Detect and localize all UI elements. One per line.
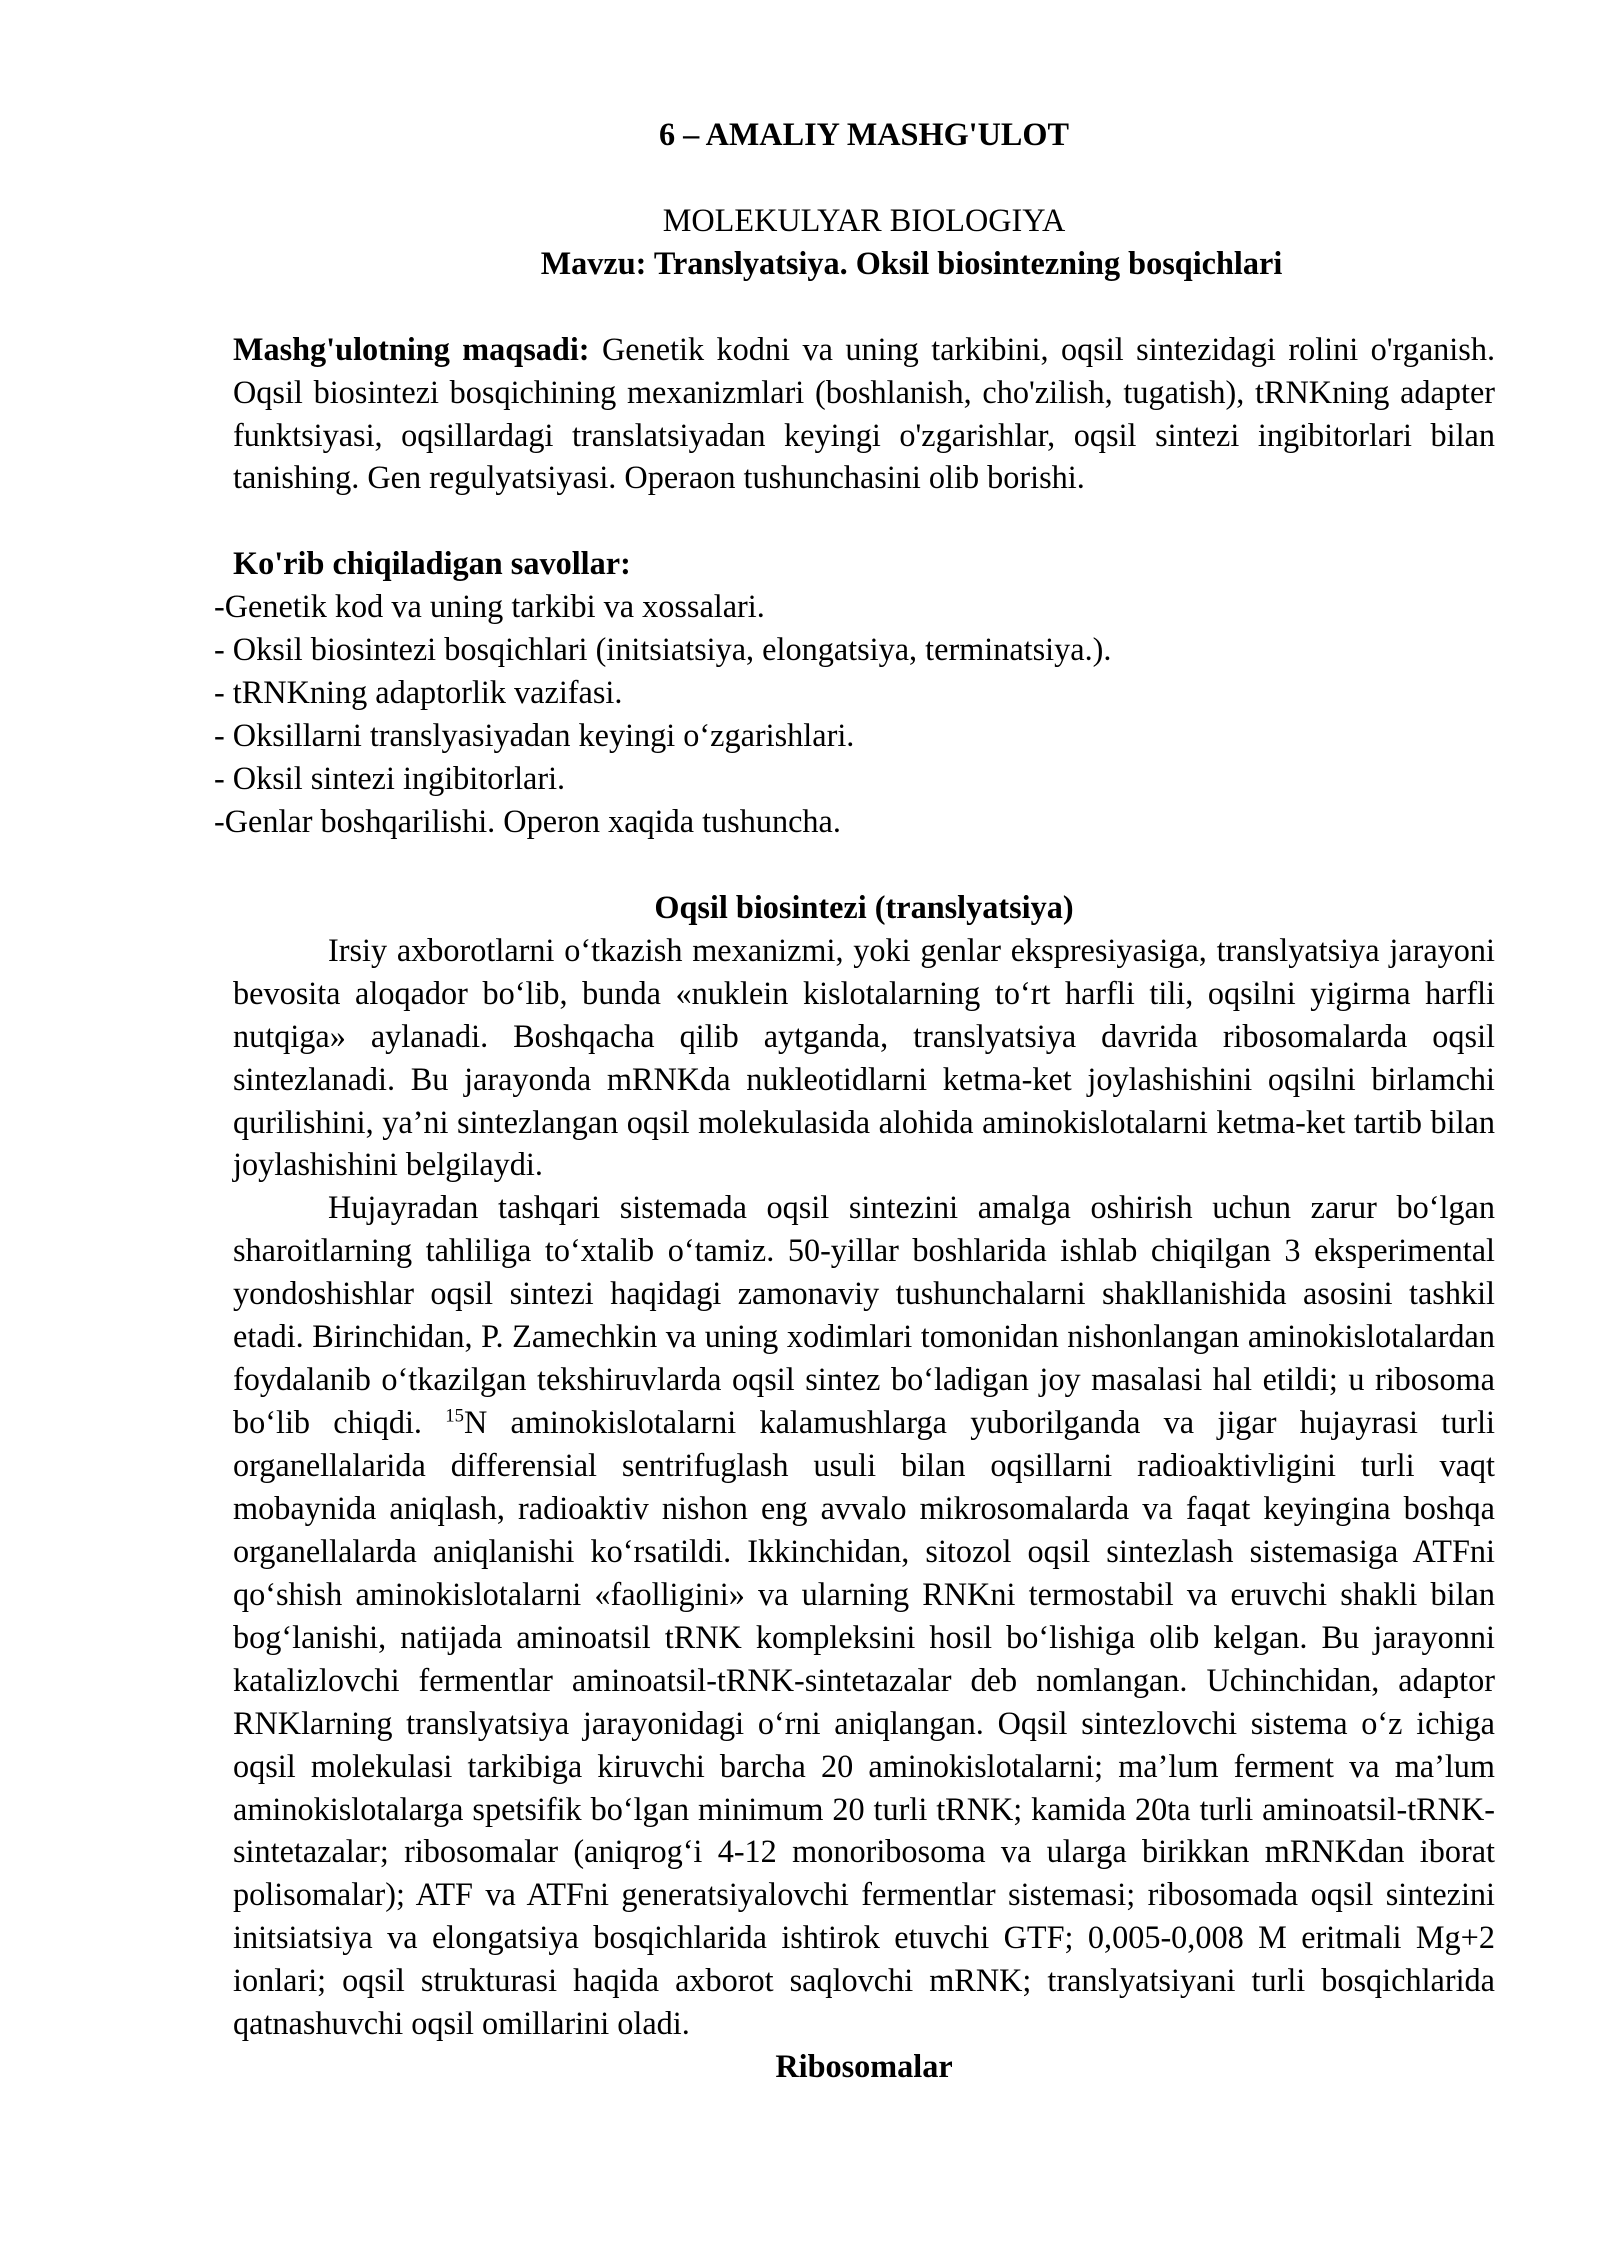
spacer — [233, 285, 1495, 328]
objective-paragraph — [233, 328, 1495, 500]
paragraph-text: Hujayradan tashqari sistemada oqsil sintezini amalga oshirish uchun zarur bo‘lgan sharoitlarning tahliliga to‘xtalib o‘tamiz. 50-yillar boshlarida ishlab chiqilgan 3 eksperimental yondoshishlar oqsil sintezi haqidagi zamonaviy tushunchalarni shakllanishida asosini tashkil etadi. Birinchidan, P. Zamechkin va uning xodimlari tomonidan nishonlangan aminokislotalardan foydalanib o‘tkazilgan tekshiruvlarda oqsil sintez bo‘ladigan joy masalasi hal etildi; u ribosoma bo‘lib chiqdi. — [233, 1189, 1495, 1441]
list-item: -Genlar boshqarilishi. Operon xaqida tushuncha. — [214, 802, 841, 839]
list-item: - tRNKning adaptorlik vazifasi. — [214, 674, 623, 711]
page-content — [214, 113, 1496, 2088]
list-item: -Genetik kod va uning tarkibi va xossalari. — [214, 588, 765, 625]
isotope-superscript: 15 — [445, 1405, 464, 1427]
subject-heading: MOLEKULYAR BIOLOGIYA — [662, 201, 1066, 238]
spacer — [233, 843, 1495, 886]
spacer — [233, 499, 1495, 542]
body-paragraph — [233, 1186, 1495, 2045]
list-item: - Oksil biosintezi bosqichlari (initsiatsiya, elongatsiya, terminatsiya.). — [214, 631, 1112, 668]
next-section-heading: Ribosomalar — [775, 2048, 953, 2085]
exercise-title: 6 – AMALIY MASHG'ULOT — [658, 116, 1070, 152]
paragraph-text: N aminokislotalarni kalamushlarga yuborilganda va jigar hujayrasi turli organellalarida differensial sentrifuglash usuli bilan oqsillarni radioaktivligini turli vaqt mobaynida aniqlash, radioaktiv nishon eng avvalo mikrosomalarda va faqat keyingina boshqa organellalarda aniqlanishi ko‘rsatildi. Ikkinchidan, sitozol oqsil sintezlash sistemasiga ATFni qo‘shish aminokislotalarni «faolligini» va ularning RNKni termostabil va eruvchi shakli bilan bog‘lanishi, natijada aminoatsil tRNK kompleksini hosil bo‘lishiga olib kelgan. Bu jarayonni katalizlovchi fermentlar aminoatsil-tRNK-sintetazalar deb nomlangan. Uchinchidan, adaptor RNKlarning translyatsiya jarayonidagi o‘rni aniqlangan. Oqsil sintezlovchi sistema o‘z ichiga oqsil molekulasi tarkibiga kiruvchi barcha 20 aminokislotalarni; ma’lum ferment va ma’lum aminokislotalarga spetsifik bo‘lgan minimum 20 turli tRNK; kamida 20ta turli aminoatsil-tRNK-sintetazalar; ribosomalar (aniqrog‘i 4-12 monoribosoma va ularga birikkan mRNKdan iborat polisomalar); ATF va ATFni generatsiyalovchi fermentlar sistemasi; ribosomada oqsil sintezini initsiatsiya va elongatsiya bosqichlarida ishtirok etuvchi GTF; 0,005-0,008 M eritmali Mg+2 ionlari; oqsil strukturasi haqida axborot saqlovchi mRNK; translyatsiyani turli bosqichlarida qatnashuvchi oqsil omillarini oladi. — [233, 1404, 1495, 2042]
objective-label: Mashg'ulotning maqsadi: — [233, 330, 590, 367]
spacer — [233, 156, 1495, 199]
list-item: - Oksil sintezi ingibitorlari. — [214, 760, 566, 797]
list-item: - Oksillarni translyasiyadan keyingi o‘zgarishlari. — [214, 717, 855, 754]
objective-text: Genetik kodni va uning tarkibini, oqsil sintezidagi rolini o'rganish. Oqsil biosintezi bosqichining mexanizmlari (boshlanish, cho'zilish, tugatish), tRNKning adapter funktsiyasi, oqsillardagi translatsiyadan keyingi o'zgarishlar, oqsil sintezi ingibitorlari bilan tanishing. Gen regulyatsiyasi. Operaon tushunchasini olib borishi. — [233, 330, 1496, 496]
section-heading: Oqsil biosintezi (translyatsiya) — [654, 888, 1074, 925]
questions-list — [214, 585, 1495, 843]
topic-heading: Mavzu: Translyatsiya. Oksil biosintezning bosqichlari — [540, 244, 1283, 281]
questions-heading: Ko'rib chiqiladigan savollar: — [233, 545, 631, 582]
body-paragraph: Irsiy axborotlarni o‘tkazish mexanizmi, yoki genlar ekspresiyasiga, translyatsiya jarayoni bevosita aloqador bo‘lib, bunda «nuklein kislotalarning to‘rt harfli tili, oqsilni yigirma harfli nutqiga» aylanadi. Boshqacha qilib aytganda, translyatsiya davrida ribosomalarda oqsil sintezlanadi. Bu jarayonda mRNKda nukleotidlarni ketma-ket joylashishini oqsilni birlamchi qurilishini, ya’ni sintezlangan oqsil molekulasida alohida aminokislotalarni ketma-ket tartib bilan joylashishini belgilaydi. — [233, 931, 1495, 1183]
